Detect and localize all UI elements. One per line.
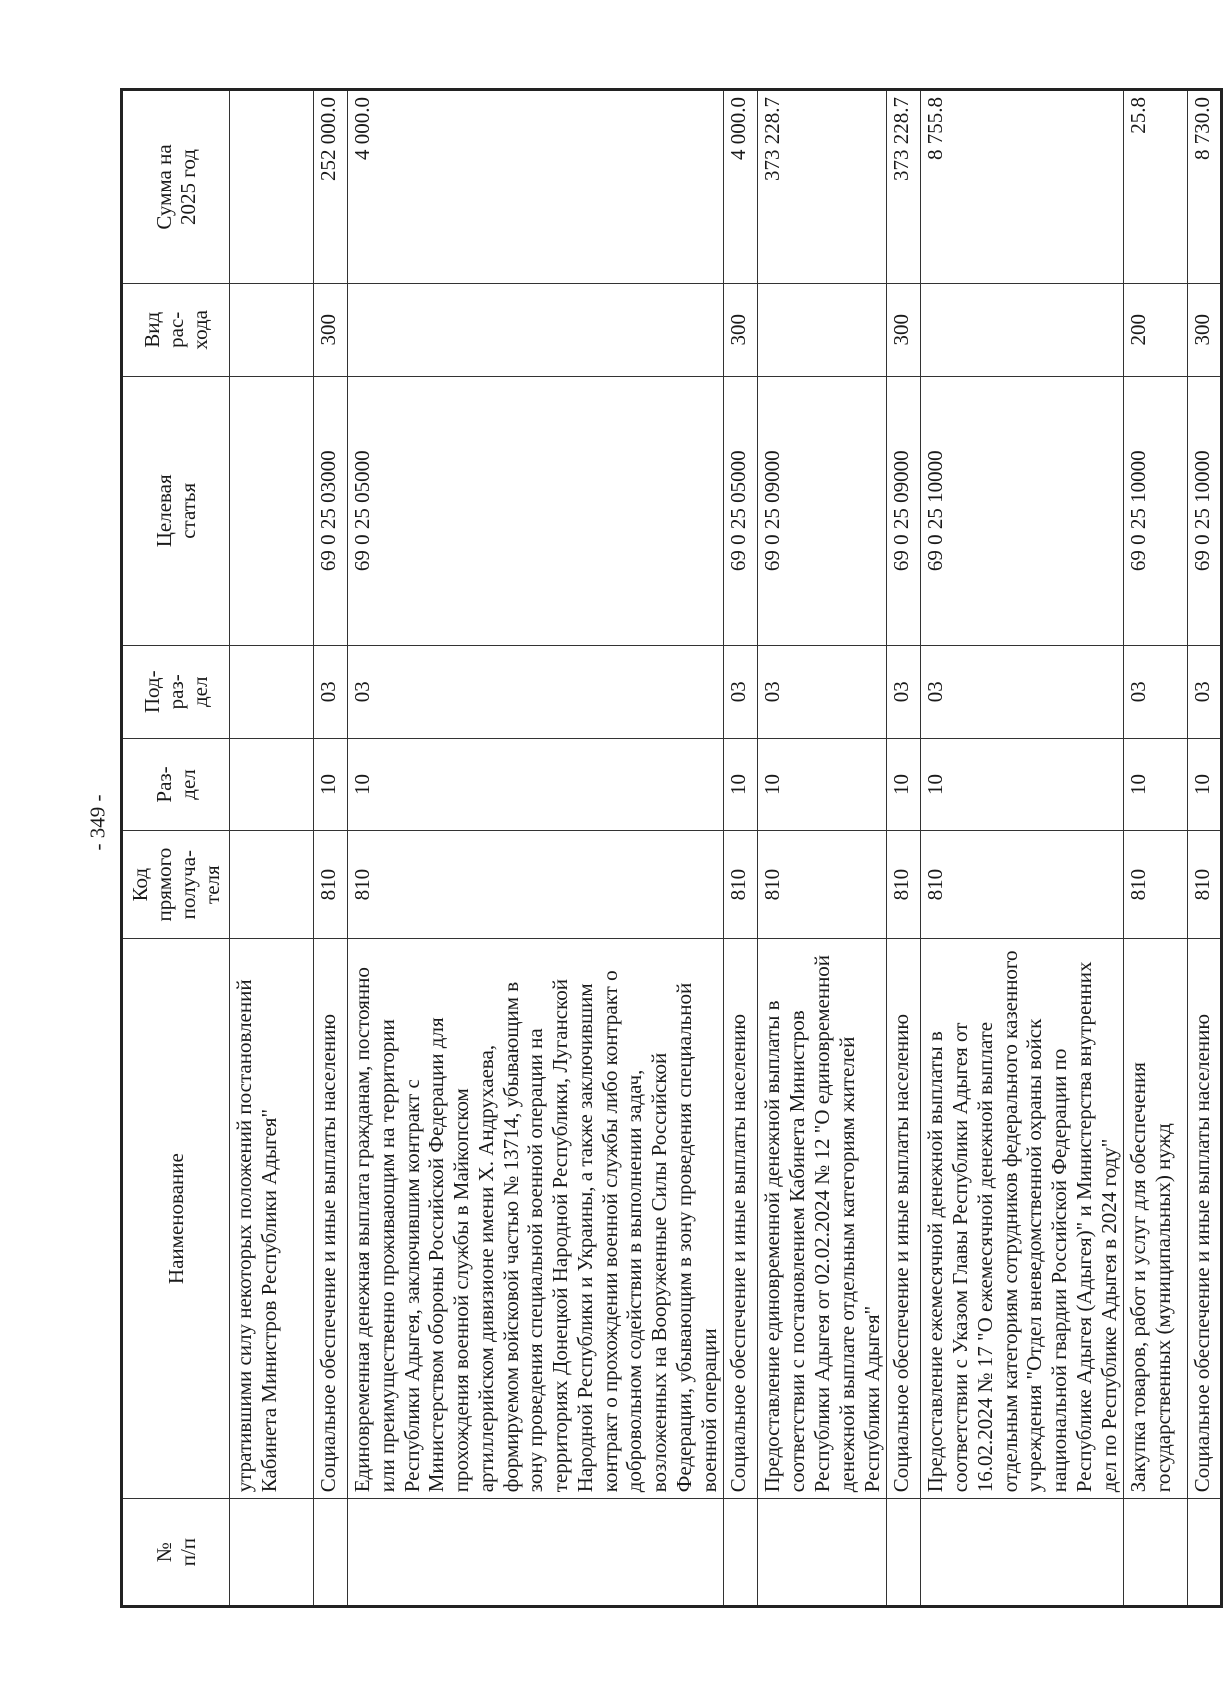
row-subsection: 03	[314, 645, 348, 738]
row-sum: 8 730.0	[1188, 90, 1222, 284]
row-sum: 4 000.0	[724, 90, 758, 284]
row-num	[724, 1499, 758, 1607]
row-num	[1188, 1499, 1222, 1607]
row-sum: 25.8	[1124, 90, 1188, 284]
row-sum: 252 000.0	[314, 90, 348, 284]
row-num	[758, 1499, 887, 1607]
header-subsection: Под- раз- дел	[122, 645, 230, 738]
row-section: 10	[887, 738, 921, 831]
row-subsection: 03	[921, 645, 1124, 738]
header-recipient-code: Код прямого получа- теля	[122, 831, 230, 939]
row-expense-type	[758, 283, 887, 376]
row-target-article: 69 0 25 05000	[724, 376, 758, 645]
row-expense-type: 300	[724, 283, 758, 376]
table-row	[230, 90, 314, 1607]
row-target-article: 69 0 25 09000	[887, 376, 921, 645]
row-target-article: 69 0 25 10000	[1188, 376, 1222, 645]
header-expense-type: Вид рас- хода	[122, 283, 230, 376]
table-row	[921, 90, 1124, 1607]
row-subsection: 03	[1188, 645, 1222, 738]
row-target-article: 69 0 25 03000	[314, 376, 348, 645]
table-row	[348, 90, 724, 1607]
row-name: утратившими силу некоторых положений постановлений Кабинета Министров Республики Адыгея"	[230, 939, 314, 1499]
row-sum: 373 228.7	[758, 90, 887, 284]
row-target-article: 69 0 25 09000	[758, 376, 887, 645]
row-recipient-code	[230, 831, 314, 939]
row-target-article: 69 0 25 10000	[1124, 376, 1188, 645]
row-num	[1124, 1499, 1188, 1607]
row-name: Социальное обеспечение и иные выплаты населению	[1188, 939, 1222, 1499]
rotated-table-wrapper	[120, 88, 1215, 1608]
row-expense-type: 200	[1124, 283, 1188, 376]
row-name: Социальное обеспечение и иные выплаты населению	[724, 939, 758, 1499]
table-row	[1124, 90, 1188, 1607]
row-recipient-code: 810	[1124, 831, 1188, 939]
row-recipient-code: 810	[921, 831, 1124, 939]
row-subsection: 03	[724, 645, 758, 738]
header-sum-2025: Сумма на 2025 год	[122, 90, 230, 284]
row-num	[314, 1499, 348, 1607]
row-subsection: 03	[348, 645, 724, 738]
row-recipient-code: 810	[314, 831, 348, 939]
row-expense-type: 300	[1188, 283, 1222, 376]
row-subsection	[230, 645, 314, 738]
table-row	[758, 90, 887, 1607]
row-section: 10	[1188, 738, 1222, 831]
row-expense-type	[921, 283, 1124, 376]
row-name: Социальное обеспечение и иные выплаты населению	[887, 939, 921, 1499]
row-recipient-code: 810	[887, 831, 921, 939]
table-row	[314, 90, 348, 1607]
row-recipient-code: 810	[758, 831, 887, 939]
table-header-row	[122, 90, 230, 1607]
header-num: № п/п	[122, 1499, 230, 1607]
budget-table	[120, 88, 1223, 1608]
header-name: Наименование	[122, 939, 230, 1499]
row-sum: 4 000.0	[348, 90, 724, 284]
table-row	[887, 90, 921, 1607]
row-num	[348, 1499, 724, 1607]
row-num	[887, 1499, 921, 1607]
table-row	[724, 90, 758, 1607]
header-target-article: Целевая статья	[122, 376, 230, 645]
row-num	[230, 1499, 314, 1607]
row-recipient-code: 810	[348, 831, 724, 939]
row-name: Единовременная денежная выплата гражданам, постоянно или преимущественно проживающим на территории Республики Адыгея, заключившим контракт с Министерством обороны Российской Федерации для прохождения военной службы в Майкопском артиллерийском дивизионе имени Х. Андрухаева, формируемом войсковой частью № 13714, убывающим в зону проведения специальной военной операции на территориях Донецкой Народной Республики, Луганской Народной Республики и Украины, а также заключившим контракт о прохождении военной службы либо контракт о добровольном содействии в выполнении задач, возложенных на Вооруженные Силы Российской Федерации, убывающим в зону проведения специальной военной операции	[348, 939, 724, 1499]
row-name: Предоставление единовременной денежной выплаты в соответствии с постановлением Кабинета Министров Республики Адыгея от 02.02.2024 № 12 "О единовременной денежной выплате отдельным категориям жителей Республики Адыгея"	[758, 939, 887, 1499]
row-sum	[230, 90, 314, 284]
row-section: 10	[348, 738, 724, 831]
row-section: 10	[758, 738, 887, 831]
row-expense-type: 300	[887, 283, 921, 376]
row-section: 10	[724, 738, 758, 831]
row-target-article: 69 0 25 05000	[348, 376, 724, 645]
row-sum: 8 755.8	[921, 90, 1124, 284]
row-subsection: 03	[1124, 645, 1188, 738]
row-name: Социальное обеспечение и иные выплаты населению	[314, 939, 348, 1499]
row-section: 10	[1124, 738, 1188, 831]
header-section: Раз- дел	[122, 738, 230, 831]
row-expense-type	[230, 283, 314, 376]
row-expense-type	[348, 283, 724, 376]
row-name: Предоставление ежемесячной денежной выплаты в соответствии с Указом Главы Республики Адыгея от 16.02.2024 № 17 "О ежемесячной денежной выплате отдельным категориям сотрудников федерального казенного учреждения "Отдел вневедомственной охраны войск национальной гвардии Российской Федерации по Республике Адыгея (Адыгея)" и Министерства внутренних дел по Республике Адыгея в 2024 году"	[921, 939, 1124, 1499]
row-num	[921, 1499, 1124, 1607]
row-recipient-code: 810	[1188, 831, 1222, 939]
row-subsection: 03	[887, 645, 921, 738]
row-sum: 373 228.7	[887, 90, 921, 284]
row-recipient-code: 810	[724, 831, 758, 939]
row-section	[230, 738, 314, 831]
row-target-article	[230, 376, 314, 645]
row-section: 10	[921, 738, 1124, 831]
table-row	[1188, 90, 1222, 1607]
row-subsection: 03	[758, 645, 887, 738]
row-name: Закупка товаров, работ и услуг для обеспечения государственных (муниципальных) нужд	[1124, 939, 1188, 1499]
row-target-article: 69 0 25 10000	[921, 376, 1124, 645]
row-section: 10	[314, 738, 348, 831]
row-expense-type: 300	[314, 283, 348, 376]
page-number: - 349 -	[85, 794, 110, 851]
